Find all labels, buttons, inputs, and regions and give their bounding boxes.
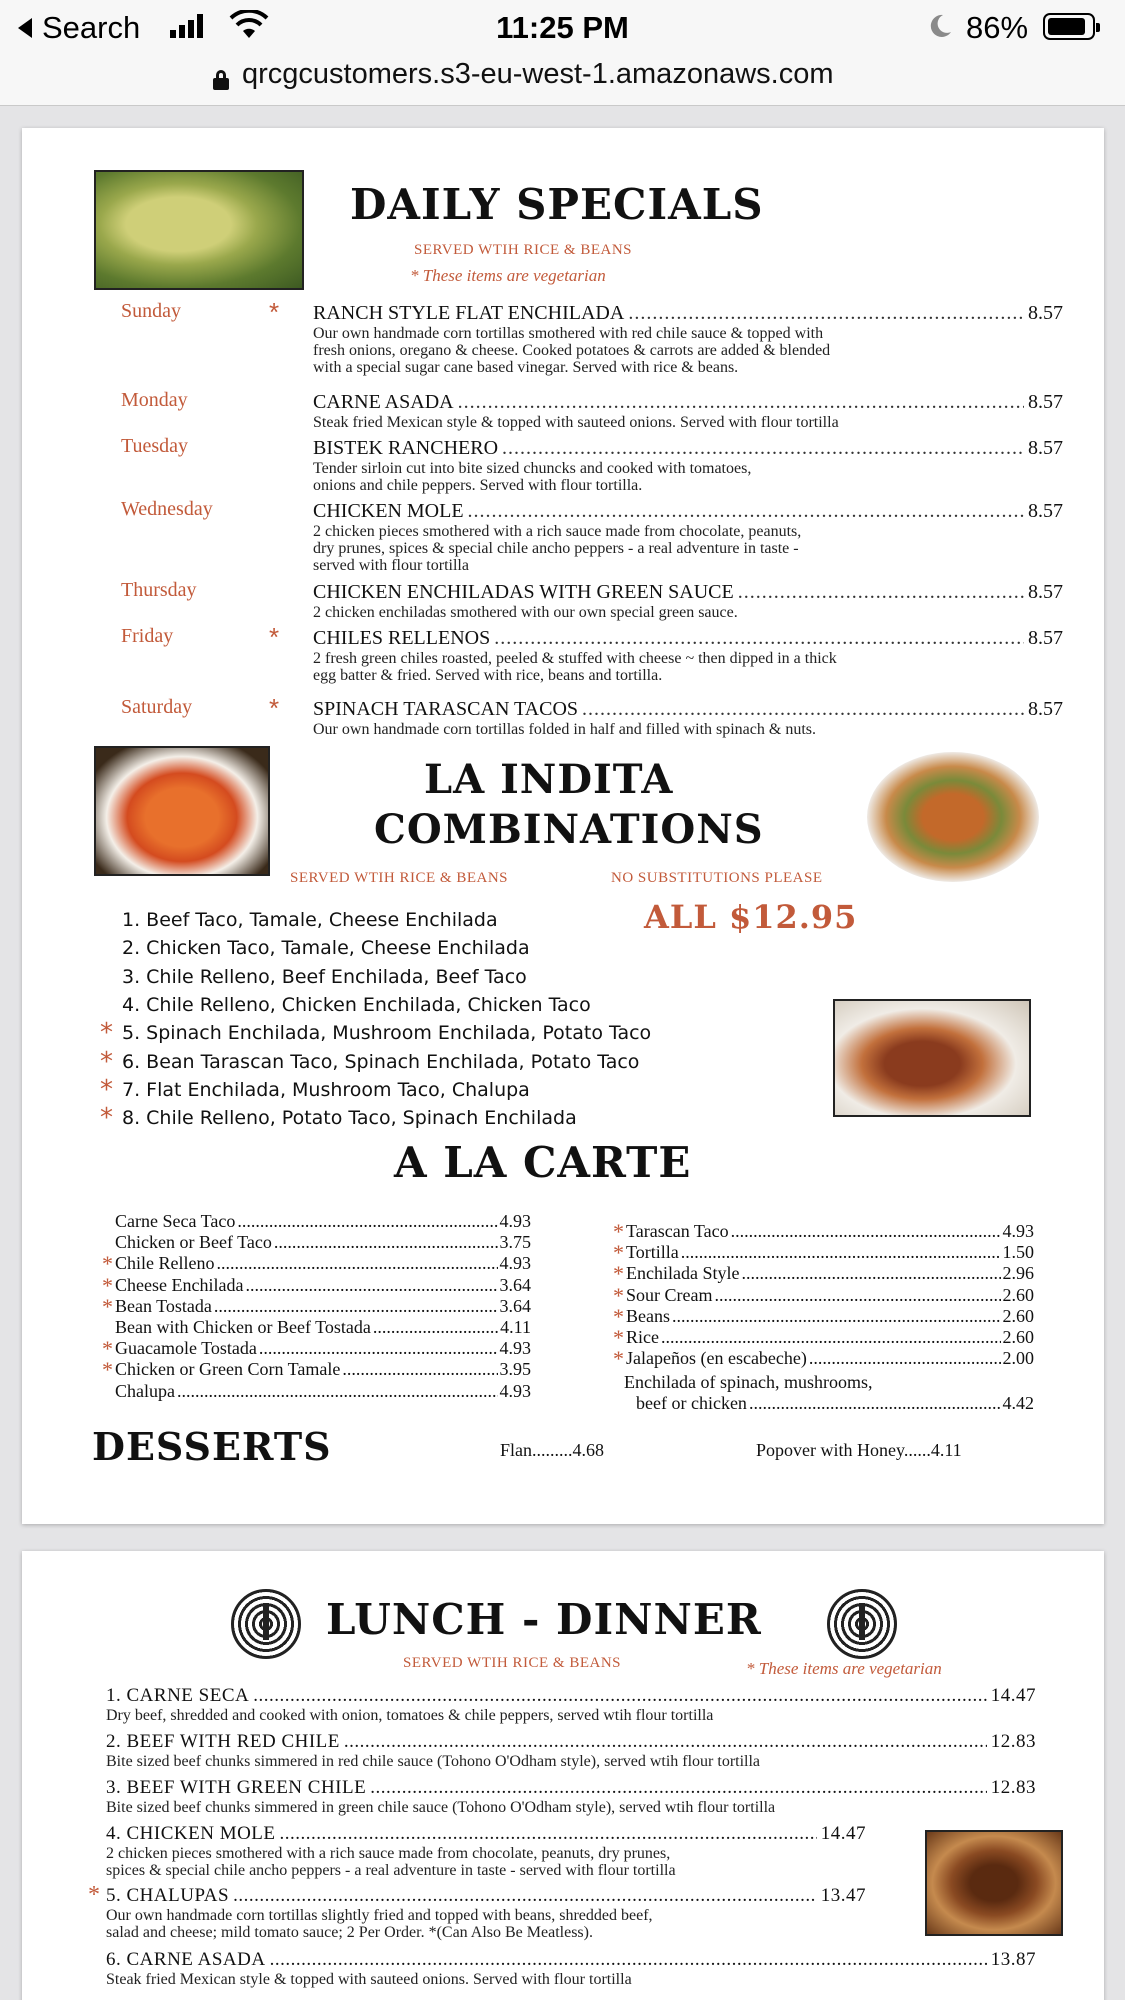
a-la-carte-item-price: 3.64	[499, 1295, 531, 1316]
a-la-carte-item	[613, 1219, 1034, 1244]
address-bar[interactable]	[0, 56, 1125, 106]
maze-emblem-icon	[827, 1589, 897, 1659]
a-la-carte-item	[624, 1372, 1004, 1393]
a-la-carte-item	[102, 1272, 531, 1298]
combinations-price: ALL $12.95	[644, 898, 858, 936]
a-la-carte-item-price: 1.50	[1002, 1242, 1034, 1263]
vegetarian-star-icon: *	[613, 1240, 624, 1266]
a-la-carte-item-name: Enchilada of spinach, mushrooms,	[624, 1372, 873, 1392]
lunch-dinner-item-description: salad and cheese; mild tomato sauce; 2 Per Order. *(Can Also Be Meatless).	[106, 1924, 593, 1941]
a-la-carte-item-price: 3.95	[499, 1359, 531, 1380]
combination-item	[122, 937, 530, 959]
dessert-flan: Flan.........4.68	[500, 1440, 605, 1460]
combination-item-text: 2. Chicken Taco, Tamale, Cheese Enchilada	[122, 937, 530, 960]
special-dish	[313, 437, 1063, 494]
a-la-carte-item-price: 3.64	[499, 1274, 531, 1295]
a-la-carte-item-name: Tortilla	[626, 1242, 679, 1263]
special-day-label: Thursday	[121, 579, 197, 601]
special-dish-name: CHILES RELLENOS	[313, 627, 491, 649]
lunch-dinner-item-row	[106, 1685, 1036, 1707]
a-la-carte-item-name: Rice	[626, 1327, 659, 1347]
combinations-subtitle-left: SERVED WTIH RICE & BEANS	[290, 870, 509, 886]
vegetarian-star-icon: *	[613, 1303, 624, 1329]
a-la-carte-item-price: 4.42	[1002, 1393, 1034, 1413]
a-la-carte-item-price: 2.60	[1002, 1305, 1034, 1326]
maze-emblem-icon	[231, 1589, 301, 1659]
vegetarian-star-icon: *	[746, 1659, 759, 1678]
special-dish-description: Our own handmade corn tortillas folded in half and filled with spinach & nuts.	[313, 721, 816, 738]
lunch-dinner-item-name: 3. BEEF WITH GREEN CHILE	[106, 1777, 367, 1798]
lunch-dinner-item-description: Steak fried Mexican style & topped with sauteed onions. Served with flour tortilla	[106, 1971, 632, 1988]
lunch-dinner-item	[88, 1882, 866, 1941]
lunch-dinner-item-name: 6. CARNE ASADA	[106, 1949, 266, 1970]
vegetarian-star-icon: *	[100, 1074, 113, 1105]
leader-dots	[672, 1306, 1001, 1327]
a-la-carte-item	[102, 1357, 531, 1383]
special-dish-price: 8.57	[1028, 500, 1063, 522]
lunch-dinner-subtitle: SERVED WTIH RICE & BEANS	[403, 1655, 622, 1671]
do-not-disturb-moon-icon	[927, 13, 953, 39]
a-la-carte-item-name: Bean with Chicken or Beef Tostada	[115, 1317, 371, 1337]
combinations-title-line2: COMBINATIONS	[374, 806, 764, 853]
combination-item-text: 4. Chile Relleno, Chicken Enchilada, Chicken Taco	[122, 993, 591, 1016]
a-la-carte-item	[115, 1232, 531, 1253]
special-dish-description: 2 fresh green chiles roasted, peeled & stuffed with cheese ~ then dipped in a thick	[313, 650, 837, 667]
dessert-popover: Popover with Honey......4.11	[756, 1440, 962, 1460]
special-dish-description: fresh onions, oregano & cheese. Cooked potatoes & carrots are added & blended	[313, 342, 831, 359]
special-dish-price: 8.57	[1028, 391, 1063, 413]
clock: 11:25 PM	[496, 10, 629, 45]
special-dish-description: Steak fried Mexican style & topped with sauteed onions. Served with flour tortilla	[313, 414, 839, 431]
combination-item	[122, 994, 591, 1016]
special-day-label: Wednesday	[121, 498, 213, 520]
a-la-carte-item	[115, 1381, 531, 1402]
leader-dots	[270, 1949, 987, 1971]
leader-dots	[714, 1285, 1000, 1306]
vegetarian-star-icon: *	[269, 622, 280, 652]
special-dish-description: 2 chicken pieces smothered with a rich sauce made from chocolate, peanuts,	[313, 523, 802, 540]
lunch-dinner-item-price: 14.47	[820, 1823, 866, 1844]
vegetarian-star-icon: *	[613, 1261, 624, 1287]
a-la-carte-item-name: Beans	[626, 1305, 670, 1326]
combination-item	[122, 966, 527, 988]
special-dish-price: 8.57	[1028, 437, 1063, 459]
lunch-dinner-item-price: 12.83	[990, 1731, 1036, 1752]
lunch-dinner-item	[106, 1949, 1036, 1988]
combination-item-text: 3. Chile Relleno, Beef Enchilada, Beef Taco	[122, 965, 527, 988]
a-la-carte-item-price: 2.60	[1002, 1327, 1034, 1347]
leader-dots	[502, 437, 1024, 460]
url-text[interactable]: qrcgcustomers.s3-eu-west-1.amazonaws.com	[242, 58, 834, 90]
special-dish-name: BISTEK RANCHERO	[313, 437, 499, 459]
a-la-carte-item-price: 4.93	[499, 1211, 531, 1231]
combinations-title-line1: LA INDITA	[424, 756, 674, 803]
combination-enchilada-photo	[867, 752, 1039, 882]
status-bar	[0, 0, 1125, 56]
lunch-dinner-item-description: 2 chicken pieces smothered with a rich sauce made from chocolate, peanuts, dry prunes,	[106, 1845, 671, 1862]
combination-item-text: 8. Chile Relleno, Potato Taco, Spinach Enchilada	[122, 1107, 577, 1130]
a-la-carte-item-price: 4.11	[500, 1317, 531, 1337]
lunch-dinner-item-price: 13.87	[990, 1949, 1036, 1970]
a-la-carte-item-name: Carne Seca Taco	[115, 1211, 236, 1231]
leader-dots	[681, 1242, 1001, 1263]
special-dish-row	[313, 500, 1063, 523]
a-la-carte-item-name: Tarascan Taco	[626, 1221, 729, 1241]
special-day-label: Sunday	[121, 300, 181, 322]
lunch-dinner-title: LUNCH - DINNER	[326, 1595, 762, 1644]
leader-dots	[731, 1221, 1001, 1242]
lunch-dinner-item-description: spices & special chile ancho peppers - a real adventure in taste - served with flour tortilla	[106, 1862, 676, 1879]
a-la-carte-item-name: Sour Cream	[626, 1284, 713, 1305]
special-dish-row	[313, 698, 1063, 721]
a-la-carte-item-name: Chicken or Green Corn Tamale	[115, 1359, 341, 1380]
lunch-dinner-item-description: Bite sized beef chunks simmered in red chile sauce (Tohono O'Odham style), served wtih flour tortilla	[106, 1753, 761, 1770]
special-dish	[313, 500, 1063, 574]
a-la-carte-item	[613, 1240, 1034, 1266]
a-la-carte-item	[636, 1393, 1034, 1414]
vegetarian-star-icon: *	[88, 1882, 100, 1908]
special-day-label: Monday	[121, 389, 188, 411]
special-dish	[313, 302, 1063, 376]
special-dish	[313, 391, 1063, 431]
lunch-dinner-item-description: Our own handmade corn tortillas slightly fried and topped with beans, shredded beef,	[106, 1907, 653, 1924]
a-la-carte-item	[102, 1293, 531, 1319]
special-dish-row	[313, 581, 1063, 604]
a-la-carte-item-price: 2.00	[1002, 1348, 1034, 1369]
vegetarian-star-icon: *	[102, 1272, 113, 1298]
lock-icon	[213, 70, 229, 90]
special-dish-name: CARNE ASADA	[313, 391, 454, 413]
leader-dots	[274, 1232, 498, 1253]
a-la-carte-item-price: 4.93	[499, 1253, 531, 1274]
a-la-carte-item-name: Jalapeños (en escabeche)	[626, 1348, 807, 1369]
a-la-carte-item-name: Cheese Enchilada	[115, 1274, 244, 1295]
special-day-label: Friday	[121, 625, 174, 647]
lunch-dinner-item-name: 5. CHALUPAS	[106, 1885, 230, 1906]
leader-dots	[370, 1777, 987, 1799]
combination-plate-photo	[94, 746, 270, 876]
special-dish-description: served with flour tortilla	[313, 557, 469, 574]
lunch-dinner-item-name: 1. CARNE SECA	[106, 1685, 250, 1706]
lunch-dinner-vegetarian-note	[746, 1659, 942, 1679]
daily-specials-title: DAILY SPECIALS	[350, 180, 764, 229]
vegetarian-star-icon: *	[102, 1293, 113, 1319]
combination-item	[100, 1074, 530, 1105]
a-la-carte-item-price: 3.75	[499, 1232, 531, 1253]
lunch-dinner-item-price: 13.47	[820, 1885, 866, 1906]
special-dish	[313, 627, 1063, 684]
mole-dish-photo	[925, 1830, 1063, 1936]
vegetarian-star-icon: *	[100, 1046, 113, 1077]
lunch-dinner-item	[106, 1685, 1036, 1724]
a-la-carte-item-name: Chicken or Beef Taco	[115, 1232, 272, 1253]
a-la-carte-item-name: Enchilada Style	[626, 1263, 740, 1284]
leader-dots	[628, 302, 1024, 325]
vegetarian-note	[410, 266, 606, 286]
vegetarian-star-icon: *	[102, 1251, 113, 1277]
vegetarian-star-icon: *	[613, 1325, 624, 1350]
lunch-dinner-item-price: 14.47	[990, 1685, 1036, 1706]
vegetarian-star-icon: *	[102, 1336, 113, 1362]
a-la-carte-item	[613, 1303, 1034, 1329]
special-dish-description: egg batter & fried. Served with rice, beans and tortilla.	[313, 667, 663, 684]
leader-dots	[253, 1685, 987, 1707]
leader-dots	[280, 1823, 817, 1845]
vegetarian-star-icon: *	[100, 1103, 113, 1134]
special-dish-description: 2 chicken enchiladas smothered with our own special green sauce.	[313, 604, 738, 621]
vegetarian-star-icon: *	[269, 297, 280, 327]
special-dish	[313, 698, 1063, 738]
leader-dots	[177, 1381, 498, 1402]
lunch-dinner-item	[106, 1731, 1036, 1770]
lunch-dinner-item-row	[106, 1777, 1036, 1799]
combinations-subtitle-right: NO SUBSTITUTIONS PLEASE	[611, 870, 823, 886]
leader-dots	[233, 1885, 817, 1907]
leader-dots	[259, 1338, 498, 1359]
combination-item-text: 5. Spinach Enchilada, Mushroom Enchilada, Potato Taco	[122, 1022, 652, 1045]
lunch-dinner-item-row	[106, 1731, 1036, 1753]
leader-dots	[245, 1275, 497, 1296]
leader-dots	[741, 1263, 1000, 1284]
lunch-dinner-item	[106, 1777, 1036, 1816]
leader-dots	[738, 581, 1024, 604]
a-la-carte-item	[102, 1251, 531, 1277]
combination-item-text: 6. Bean Tarascan Taco, Spinach Enchilada, Potato Taco	[122, 1050, 640, 1073]
a-la-carte-item	[613, 1282, 1034, 1308]
special-dish-description: dry prunes, spices & special chile ancho peppers - a real adventure in taste -	[313, 540, 799, 557]
special-dish-description: Our own handmade corn tortillas smothered with red chile sauce & topped with	[313, 325, 824, 342]
special-dish-row	[313, 391, 1063, 414]
combination-item-text: 7. Flat Enchilada, Mushroom Taco, Chalupa	[122, 1078, 530, 1101]
battery-percentage: 86%	[966, 10, 1029, 45]
burrito-photo	[833, 999, 1031, 1117]
special-dish-price: 8.57	[1028, 302, 1063, 324]
a-la-carte-item-name: Guacamole Tostada	[115, 1338, 257, 1359]
lunch-dinner-item-row	[106, 1949, 1036, 1971]
leader-dots	[214, 1296, 498, 1317]
vegetarian-star-icon: *	[613, 1219, 624, 1244]
leader-dots	[494, 627, 1024, 650]
a-la-carte-item	[613, 1346, 1034, 1372]
leader-dots	[468, 500, 1024, 523]
a-la-carte-item-price: 4.93	[1002, 1221, 1034, 1241]
leader-dots	[344, 1731, 987, 1753]
special-dish-price: 8.57	[1028, 627, 1063, 649]
lunch-dinner-item-name: 2. BEEF WITH RED CHILE	[106, 1731, 340, 1752]
daily-specials-food-photo	[94, 170, 304, 290]
lunch-dinner-item-price: 12.83	[990, 1777, 1036, 1798]
leader-dots	[582, 698, 1024, 721]
a-la-carte-item	[115, 1317, 531, 1338]
special-dish-description: Tender sirloin cut into bite sized chuncks and cooked with tomatoes,	[313, 460, 752, 477]
a-la-carte-item-price: 2.60	[1002, 1284, 1034, 1305]
special-dish-description: onions and chile peppers. Served with flour tortilla.	[313, 477, 643, 494]
leader-dots	[458, 391, 1024, 414]
a-la-carte-item	[102, 1336, 531, 1362]
special-dish-name: CHICKEN MOLE	[313, 500, 464, 522]
lunch-dinner-item-name: 4. CHICKEN MOLE	[106, 1823, 276, 1844]
a-la-carte-item-price: 2.96	[1002, 1263, 1034, 1284]
lunch-dinner-item-description: Bite sized beef chunks simmered in green chile sauce (Tohono O'Odham style), served wtih flour tortilla	[106, 1799, 776, 1816]
menu-page-1	[22, 128, 1104, 1524]
leader-dots	[342, 1359, 497, 1380]
special-dish-description: with a special sugar cane based vinegar. Served with rice & beans.	[313, 359, 739, 376]
daily-specials-subtitle: SERVED WTIH RICE & BEANS	[414, 242, 633, 258]
vegetarian-note-text: These items are vegetarian	[422, 266, 606, 285]
combination-item	[122, 909, 498, 931]
combination-item	[100, 1018, 652, 1049]
vegetarian-star-icon: *	[102, 1357, 113, 1383]
a-la-carte-item-price: 4.93	[499, 1338, 531, 1359]
special-dish-row	[313, 302, 1063, 325]
special-day-label: Tuesday	[121, 435, 189, 457]
special-dish-name: SPINACH TARASCAN TACOS	[313, 698, 579, 720]
combination-item	[100, 1046, 640, 1077]
back-label: Search	[42, 10, 141, 45]
a-la-carte-title: A LA CARTE	[394, 1138, 692, 1187]
vegetarian-note-text: These items are vegetarian	[758, 1659, 942, 1678]
lunch-dinner-item	[106, 1823, 866, 1879]
special-dish-row	[313, 437, 1063, 460]
combination-item	[100, 1103, 577, 1134]
vegetarian-star-icon: *	[100, 1018, 113, 1049]
special-dish-row	[313, 627, 1063, 650]
vegetarian-star-icon: *	[613, 1346, 624, 1372]
menu-page-2	[22, 1551, 1104, 2000]
lunch-dinner-item-row	[106, 1885, 866, 1907]
leader-dots	[237, 1211, 497, 1232]
battery-icon	[1043, 13, 1095, 40]
vegetarian-star-icon: *	[269, 693, 280, 723]
lunch-dinner-item-description: Dry beef, shredded and cooked with onion, tomatoes & chile peppers, served wtih flour tortilla	[106, 1707, 714, 1724]
vegetarian-star-icon: *	[410, 266, 423, 285]
special-dish-price: 8.57	[1028, 698, 1063, 720]
a-la-carte-item	[115, 1211, 531, 1232]
vegetarian-star-icon: *	[613, 1282, 624, 1308]
special-dish-price: 8.57	[1028, 581, 1063, 603]
leader-dots	[809, 1348, 1001, 1369]
a-la-carte-item-name: beef or chicken	[636, 1393, 747, 1413]
combination-item-text: 1. Beef Taco, Tamale, Cheese Enchilada	[122, 909, 498, 931]
desserts-title: DESSERTS	[92, 1424, 332, 1469]
special-dish-name: CHICKEN ENCHILADAS WITH GREEN SAUCE	[313, 581, 734, 603]
a-la-carte-item-name: Bean Tostada	[115, 1295, 212, 1316]
special-dish	[313, 581, 1063, 621]
a-la-carte-item	[613, 1261, 1034, 1287]
a-la-carte-item	[613, 1325, 1034, 1350]
a-la-carte-item-name: Chalupa	[115, 1380, 175, 1401]
leader-dots	[661, 1327, 1001, 1348]
leader-dots	[373, 1317, 498, 1338]
special-day-label: Saturday	[121, 696, 193, 718]
special-dish-name: RANCH STYLE FLAT ENCHILADA	[313, 302, 625, 324]
lunch-dinner-item-row	[106, 1823, 866, 1845]
leader-dots	[216, 1253, 497, 1274]
a-la-carte-item-price: 4.93	[499, 1380, 531, 1401]
a-la-carte-item-name: Chile Relleno	[115, 1253, 215, 1274]
